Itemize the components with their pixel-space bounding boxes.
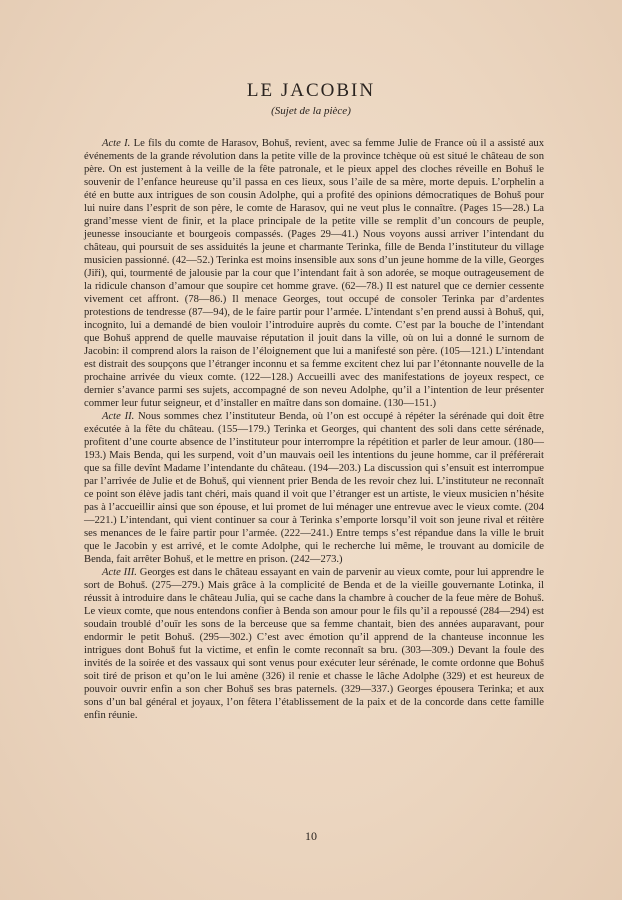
synopsis-body bbox=[84, 137, 544, 722]
page-number: 10 bbox=[305, 829, 317, 843]
act-3-label: Acte III. bbox=[102, 567, 137, 578]
paragraph-act-1 bbox=[84, 137, 544, 410]
act-1-text: Le fils du comte de Harasov, Bohuš, revient, avec sa femme Julie de France où il a assisté aux événements de la grande révolution dans la petite ville de la province tchèque où est situé le château de son père. On est justement à la veille de la fête patronale, et le pieux appel des cloches réveille en Bohuš le souvenir de l’enfance heureuse qu’il passa en ces lieux, sous l’aile de sa mère, morte depuis. L’orphelin a été en butte aux intrigues de son cousin Adolphe, qui a profité des opinions démocratiques de Bohuš pour lui nuire dans l’esprit de son père, le comte de Harasov, qui ne veut plus le connaître. (Pages 15—28.) La grand’messe vient de finir, et la place principale de la petite ville se remplit d’un concours de peuple, jeunesse insouciante et bourgeois compassés. (Pages 29—41.) Nous voyons aussi arriver l’intendant du château, qui poursuit de ses assiduités la jeune et charmante Terinka, fille de Benda l’instituteur du village musicien passionné. (42—52.) Terinka est moins insensible aux sons d’un jeune homme de la ville, Georges (Jiři), qui, tourmenté de jalousie par la cour que l’intendant fait à son adorée, se moque outrageusement de la ridicule chanson d’amour que soupire cet homme grave. (62—78.) Il est naturel que ce dernier cessente vivement cet affront. (78—86.) Il menace Georges, tout occupé de consoler Terinka par d’ardentes protestions de tendresse (87—94), de le faire partir pour l’armée. L’intendant s’en prend aussi à Bohuš, qui, incognito, lui a demandé de bien vouloir l’introduire auprès du comte. C’est par la bouche de l’intendant que Bohuš apprend de quelle mauvaise réputation il jouit dans la ville, où on lui a donné le surnom de Jacobin: il comprend alors la raison de l’éloignement que lui a manifesté son père. (105—121.) L’intendant est distrait des soupçons que l’étranger inconnu et sa femme excitent chez lui par l’étonnante nouvelle de la prochaine arrivée du vieux comte. (122—128.) Accueilli avec des manifestations de joyeux respect, ce dernier s’avance parmi ses sujets, accompagné de son neveu Adolphe, qu’il a l’intention de leur présenter commer leur futur seigneur, et d’installer en maître dans son domaine. (130—151.) bbox=[84, 138, 544, 409]
page-title: LE JACOBIN bbox=[246, 80, 376, 101]
page-subtitle: (Sujet de la pièce) bbox=[271, 105, 351, 117]
paragraph-act-2 bbox=[84, 410, 544, 566]
paragraph-act-3 bbox=[84, 566, 544, 722]
act-2-label: Acte II. bbox=[102, 411, 135, 422]
act-3-text: Georges est dans le château essayant en vain de parvenir au vieux comte, pour lui apprendre le sort de Bohuš. (275—279.) Mais grâce à la complicité de Benda et de la vieille gouvernante Lotinka, il réussit à introduire dans le château Julia, qui se cache dans la chambre à coucher de la feue mère de Bohuš. Le vieux comte, que nous entendons confier à Benda son amour pour le fils qu’il a repoussé (284—294) est soudain troublé d’ouïr les sons de la berceuse que sa femme chantait, bien des années auparavant, pour endormir le petit Bohuš. (295—302.) C’est avec émotion qu’il apprend de la chanteuse inconnue les intrigues dont Bohuš fut la victime, et enfin le comte reconnaît sa bru. (303—309.) Devant la foule des invités de la soirée et des vassaux qui sont venus pour exécuter leur sérénade, le comte ordonne que Bohuš soit tiré de prison et qu’on le lui amène (326) il renie et chasse le lâche Adolphe (329) et est heureux de pouvoir ouvrir enfin a son cher Bohuš ses bras paternels. (329—337.) Georges épousera Terinka; et aux sons d’un bal général et joyaux, l’on fêtera l’établissement de la paix et de la concorde dans cette famille enfin réunie. bbox=[84, 567, 545, 721]
act-2-text: Nous sommes chez l’instituteur Benda, où l’on est occupé à répéter la sérénade qui doit être exécutée à la fête du château. (155—179.) Terinka et Georges, qui chantent des soli dans cette sérénade, profitent d’une courte absence de l’instituteur pour interrompre la répétition et parler de leur amour. (180—193.) Mais Benda, qui les surpend, voit d’un mauvais oeil les intentions du jeune homme, car il préférerait que sa fille devînt Madame l’intendante du château. (194—203.) La discussion qui s’ensuit est interrompue par l’arrivée de Julie et de Bohuš, qui viennent prier Benda de les revoir chez lui. L’instituteur ne reconnaît ce point son élève jadis tant chéri, mais quand il voit que l’étranger est un artiste, le vieux musicien n’hésite pas à l’accueillir ainsi que son épouse, et lui promet de lui ménager une entrevue avec le vieux comte. (204—221.) L’intendant, qui vient continuer sa cour à Terinka s’emporte lorsqu’il voit son jeune rival et réitère ses menances de le faire partir pour l’armée. (222—241.) Entre temps s’est répandue dans la ville le bruit que le Jacobin y est arrivé, et le comte Adolphe, qui le recherche lui même, le trouvant au domicile de Benda, fait arrêter Bohuš, et le mettre en prison. (242—273.) bbox=[84, 411, 544, 565]
act-1-label: Acte I. bbox=[102, 138, 131, 149]
